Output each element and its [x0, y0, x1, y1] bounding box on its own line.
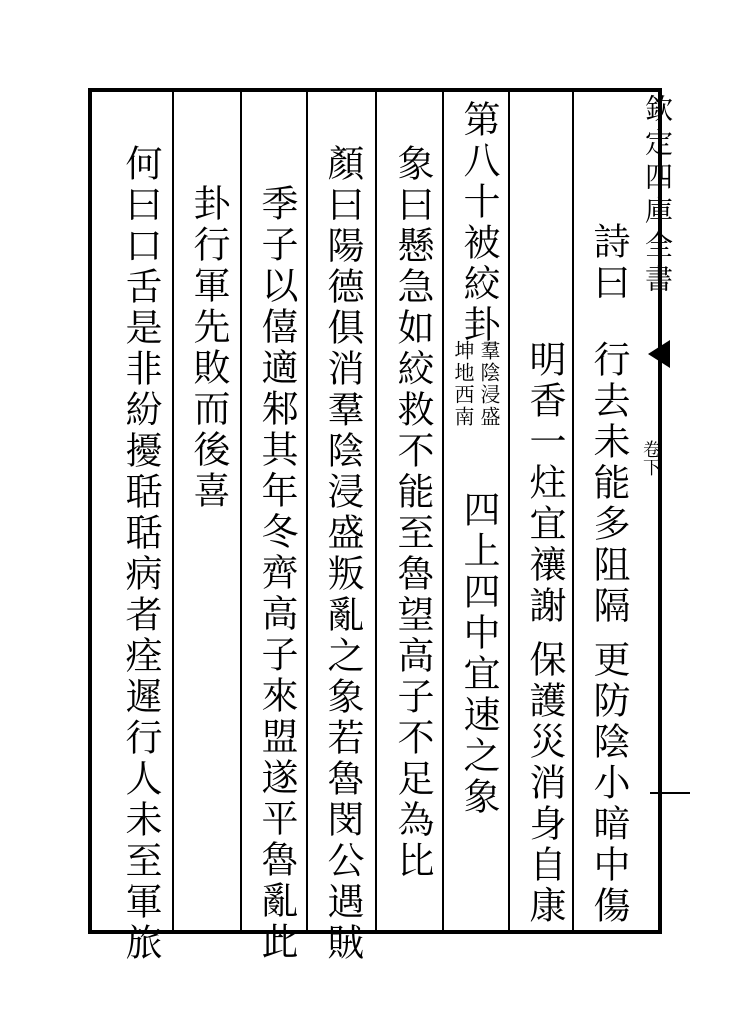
hexagram-note-right: 羣陰浸盛 [477, 340, 501, 428]
column-rule [240, 92, 242, 930]
column-rule [306, 92, 308, 930]
fish-tail-mark [648, 340, 670, 368]
hexagram-omen: 四上四中宜速之象 [457, 490, 500, 818]
volume-label: 卷下 [640, 440, 661, 476]
column-rule [508, 92, 510, 930]
column-1-verse-b: 更防陰小暗中傷 [587, 640, 630, 927]
column-rule [442, 92, 444, 930]
column-2-verse-b: 保護災消身自康 [523, 640, 566, 927]
book-title: 欽定四庫全書 [641, 94, 674, 298]
hexagram-title: 第八十被絞卦 [457, 100, 500, 346]
column-rule [375, 92, 377, 930]
column-5-text: 顏曰陽德俱消羣陰浸盛叛亂之象若魯閔公遇賊 [321, 144, 364, 964]
column-1-verse-a: 行去未能多阻隔 [587, 340, 630, 627]
column-1-poem-heading: 詩曰 [587, 222, 630, 304]
column-7-text: 卦行軍先敗而後喜 [187, 184, 230, 512]
column-rule [172, 92, 174, 930]
column-4-text: 象曰懸急如絞救不能至魯望高子不足為比 [391, 144, 434, 882]
hexagram-note-left: 坤地西南 [451, 340, 475, 428]
margin-tick [650, 792, 690, 794]
column-rule [572, 92, 574, 930]
column-8-text: 何曰口舌是非紛擾聒聒病者痊遲行人未至軍旅 [119, 144, 162, 964]
column-2-verse-a: 明香一炷宜禳謝 [523, 340, 566, 627]
column-6-text: 季子以僖適邾其年冬齊高子來盟遂平魯亂此 [255, 184, 298, 963]
